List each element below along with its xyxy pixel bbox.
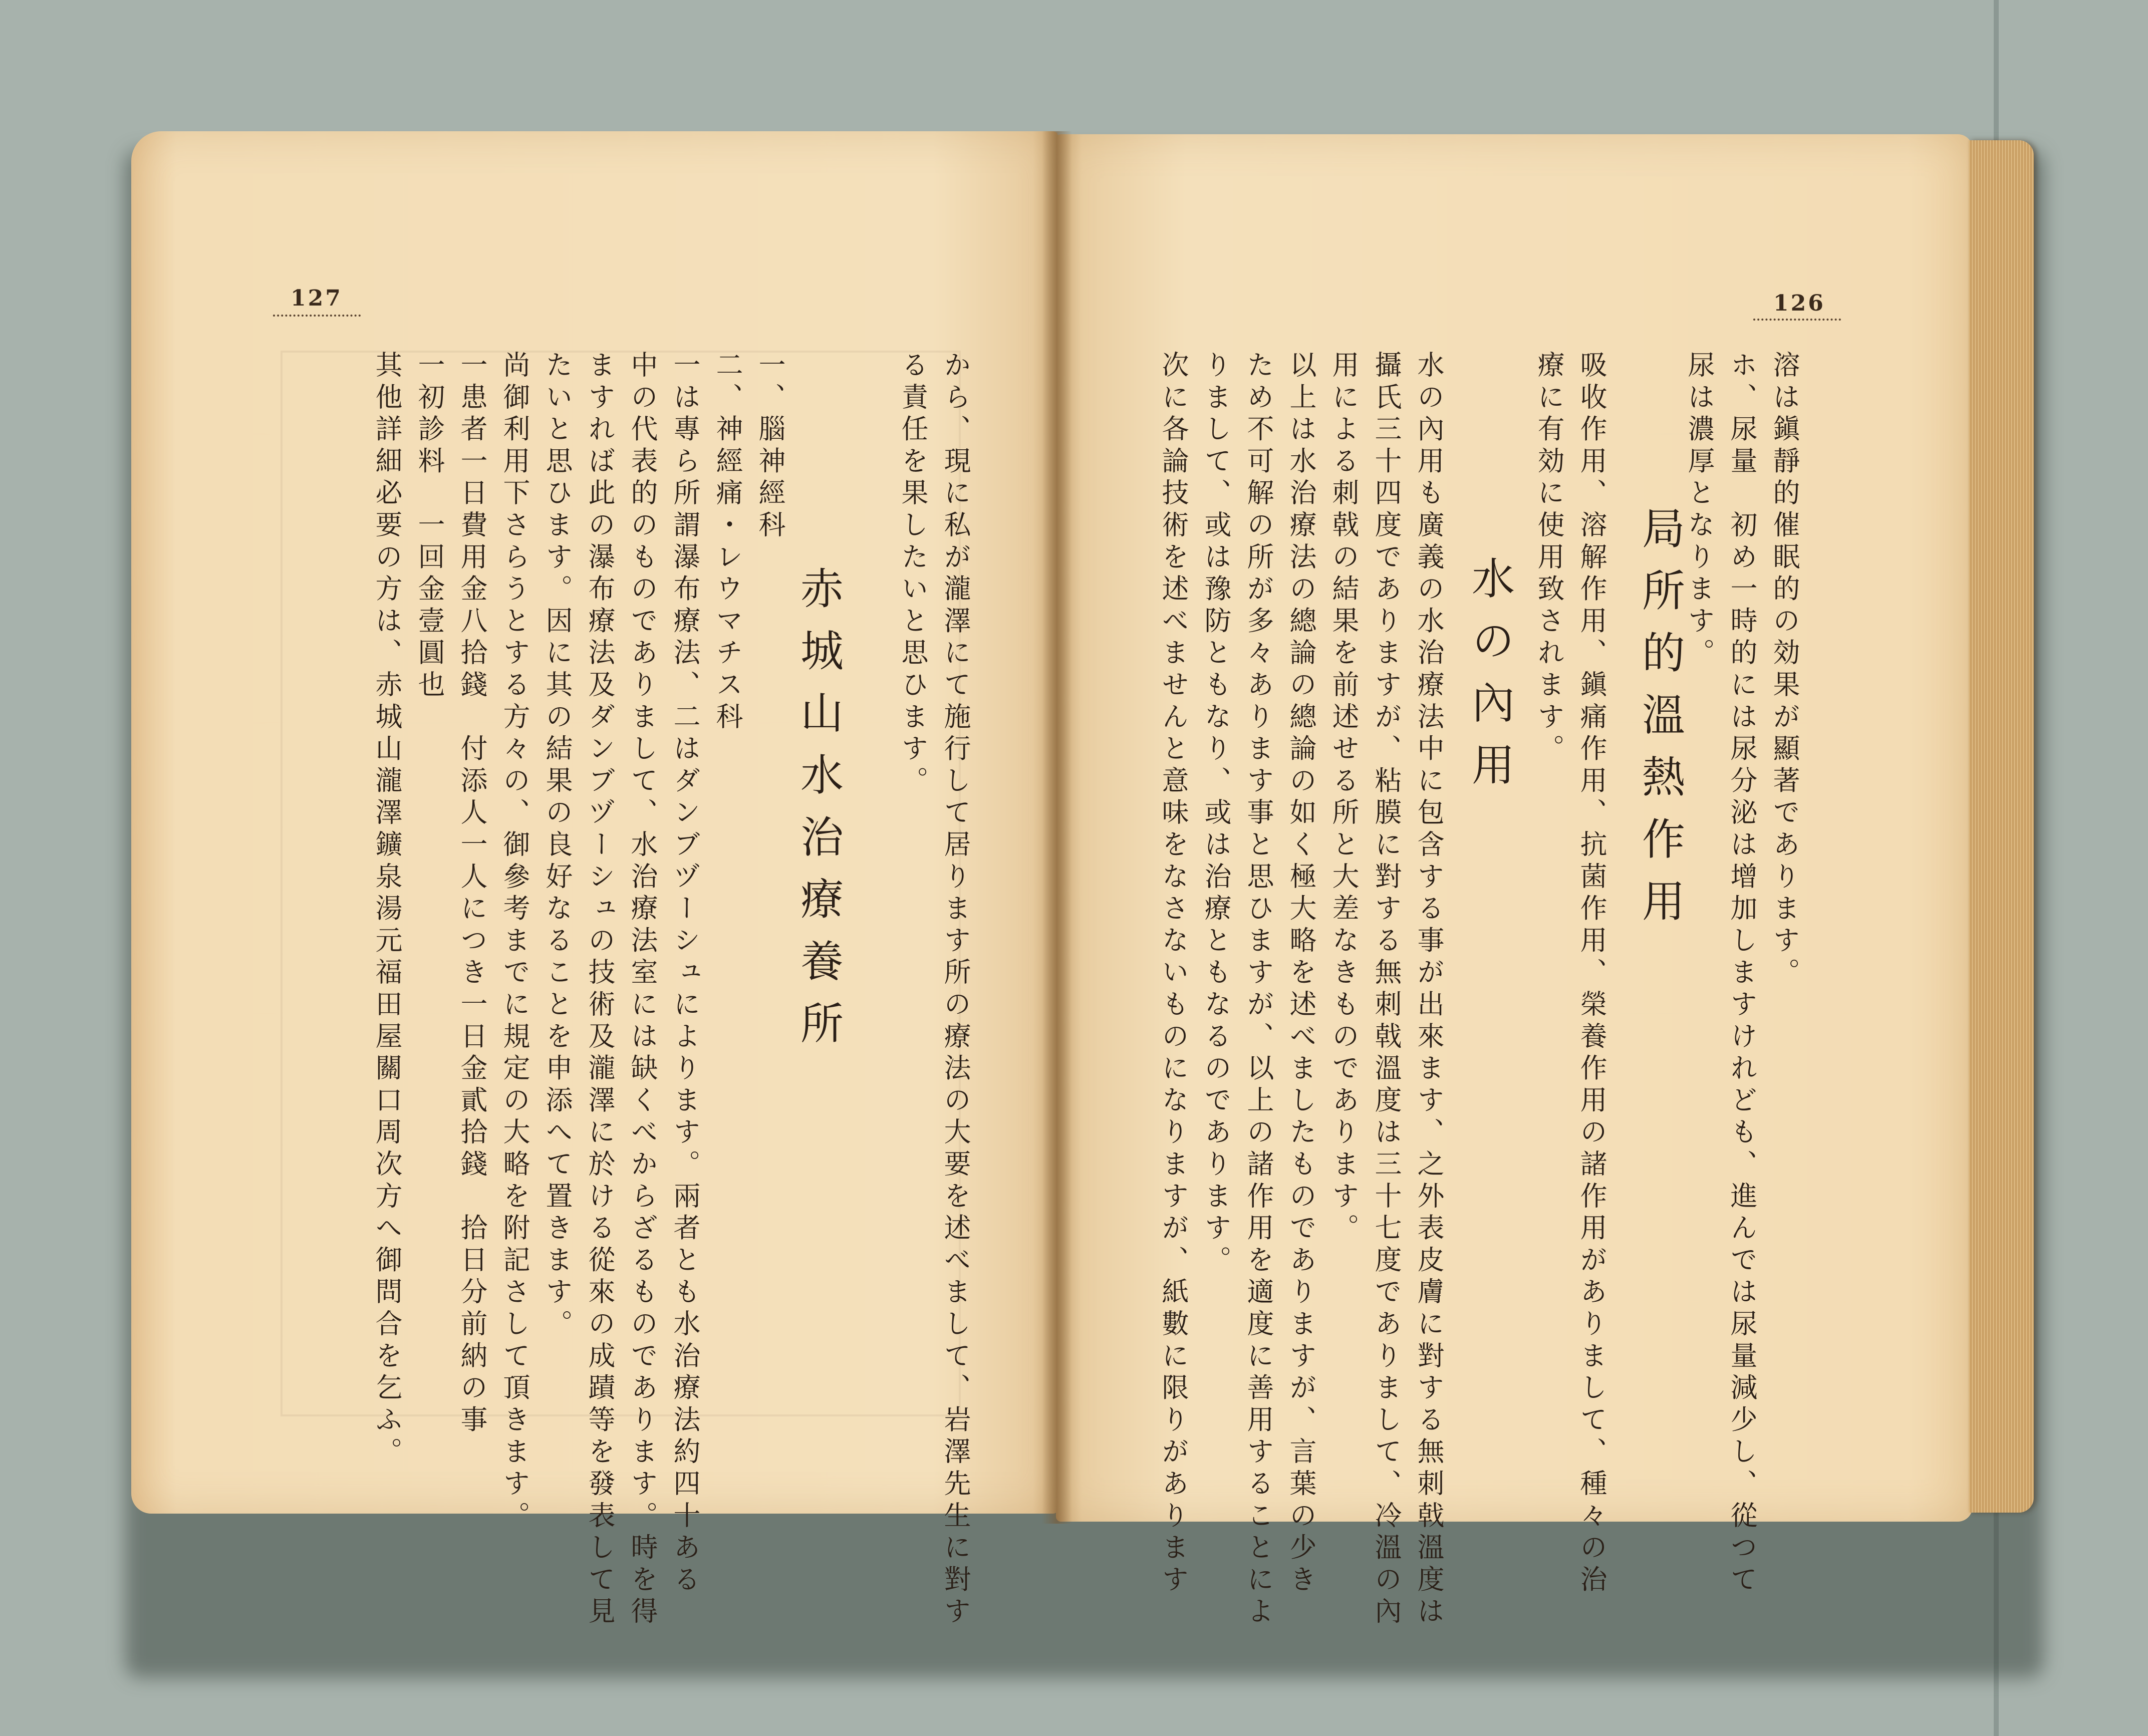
page-number-right: 126 [1773,291,1825,316]
right-col-9: 以上は水治療法の總論の總論の如く極大略を述べましたものでありますが、言葉の少き [1285,351,1317,1597]
left-col-8: たいと思ひます。因に其の結果の良好なることを申添へて置きます。 [542,351,573,1341]
right-col-11: りまして、或は豫防ともなり、或は治療ともなるのであります。 [1200,351,1232,1278]
left-heading-sanatorium: 赤城山水治療養所 [793,566,843,1063]
right-col-3: 尿は濃厚となります。 [1684,351,1715,670]
left-col-6: 中の代表的のものでありまして、水治療法室には缺くべからざるものであります。時を得 [627,351,658,1629]
page-number-left: 127 [291,285,343,311]
left-col-12: 其他詳細必要の方は、赤城山瀧澤鑛泉湯元福田屋關口周次方へ御問合を乞ふ。 [371,351,403,1469]
right-col-10: ため不可解の所が多々あります事と思ひますが、以上の諸作用を適度に善用することによ [1243,351,1274,1629]
right-col-7: 攝氏三十四度でありますが、粘膜に對する無刺戟溫度は三十七度でありまして、冷溫の內 [1371,351,1402,1629]
right-col-4: 吸收作用、溶解作用、鎭痛作用、抗菌作用、榮養作用の諸作用がありまして、種々の治 [1576,351,1607,1597]
right-col-12: 次に各論技術を述べませんと意味をなさないものになりますが、紙數に限りがあります [1158,351,1189,1597]
right-page [1056,134,1973,1522]
left-col-3: 一、腦神經科 [754,351,786,542]
left-col-9: 尚御利用下さらうとする方々の、御參考までに規定の大略を附記さして頂きます。 [499,351,530,1533]
left-col-7: ますれば此の瀑布療法及ダンブヅーシュの技術及瀧澤に於ける從來の成蹟等を發表して見 [584,351,616,1629]
left-col-10: 一患者一日費用金八拾錢 付添人一人につき一日金貳拾錢 拾日分前納の事 [456,351,488,1437]
right-col-1: 溶は鎭靜的催眠的の効果が顯著であります。 [1769,351,1800,990]
left-col-5: 一は專ら所謂瀑布療法、二はダンブヅーシュによります。兩者とも水治療法約四十ある [669,351,701,1597]
right-col-6: 水の內用も廣義の水治療法中に包含する事が出來ます、之外表皮膚に對する無刺戟溫度は [1413,351,1445,1629]
right-heading-internal-use: 水の內用 [1464,556,1514,804]
right-col-8: 用による刺戟の結果を前述せる所と大差なきものであります。 [1328,351,1360,1246]
right-heading-local-heat: 局所的溫熱作用 [1635,506,1685,941]
page-number-rule-left [273,315,361,317]
book-gutter [1042,131,1072,1524]
left-col-4: 二、神經痛・レウマチス科 [712,351,743,734]
left-col-2: る責任を果したいと思ひます。 [897,351,929,798]
page-number-rule-right [1753,319,1841,321]
left-col-11: 一初診料 一回金壹圓也 [414,351,445,702]
left-col-1: から、現に私が瀧澤にて施行して居ります所の療法の大要を述べまして、岩澤先生に對す [940,351,971,1629]
right-col-5: 療に有効に使用致されます。 [1533,351,1565,766]
page-edges [1969,140,2034,1513]
right-col-2: ホ、尿量 初め一時的には尿分泌は增加しますけれども、進んでは尿量減少し、從つて [1726,351,1758,1597]
